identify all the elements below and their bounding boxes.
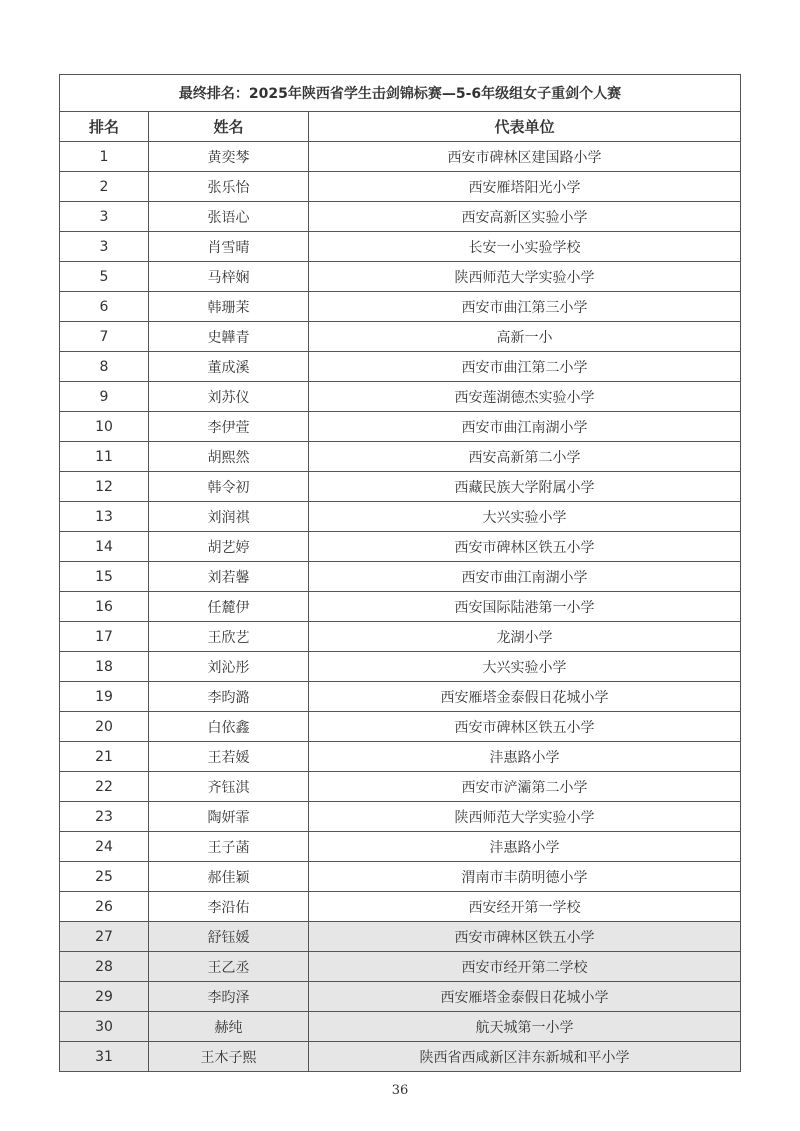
rank-cell: 28 [60, 952, 149, 982]
table-row [60, 472, 741, 502]
name-cell: 黄奕棽 [149, 142, 309, 172]
unit-cell: 西安市碑林区建国路小学 [309, 142, 741, 172]
name-cell: 陶妍霏 [149, 802, 309, 832]
rank-cell: 23 [60, 802, 149, 832]
name-cell: 刘若馨 [149, 562, 309, 592]
table-row [60, 502, 741, 532]
results-table [59, 74, 741, 1072]
name-cell: 王欣艺 [149, 622, 309, 652]
name-cell: 张乐怡 [149, 172, 309, 202]
name-cell: 胡艺婷 [149, 532, 309, 562]
rank-cell: 8 [60, 352, 149, 382]
table-row [60, 202, 741, 232]
unit-cell: 西安莲湖德杰实验小学 [309, 382, 741, 412]
name-cell: 王若媛 [149, 742, 309, 772]
table-row [60, 232, 741, 262]
unit-cell: 西安高新区实验小学 [309, 202, 741, 232]
rank-cell: 7 [60, 322, 149, 352]
name-cell: 胡熙然 [149, 442, 309, 472]
name-cell: 李昀潞 [149, 682, 309, 712]
name-cell: 张语心 [149, 202, 309, 232]
name-cell: 刘润祺 [149, 502, 309, 532]
unit-cell: 西安市曲江第二小学 [309, 352, 741, 382]
table-row [60, 832, 741, 862]
unit-cell: 西安市碑林区铁五小学 [309, 922, 741, 952]
table-row [60, 652, 741, 682]
rank-cell: 18 [60, 652, 149, 682]
header-rank: 排名 [60, 112, 149, 142]
unit-cell: 陕西省西咸新区沣东新城和平小学 [309, 1042, 741, 1072]
name-cell: 白依鑫 [149, 712, 309, 742]
unit-cell: 西安雁塔阳光小学 [309, 172, 741, 202]
rank-cell: 1 [60, 142, 149, 172]
name-cell: 王木子熙 [149, 1042, 309, 1072]
unit-cell: 西安高新第二小学 [309, 442, 741, 472]
table-row [60, 622, 741, 652]
rank-cell: 31 [60, 1042, 149, 1072]
unit-cell: 高新一小 [309, 322, 741, 352]
rank-cell: 17 [60, 622, 149, 652]
unit-cell: 西安国际陆港第一小学 [309, 592, 741, 622]
name-cell: 马梓娴 [149, 262, 309, 292]
unit-cell: 西安市碑林区铁五小学 [309, 712, 741, 742]
header-row [60, 112, 741, 142]
unit-cell: 航天城第一小学 [309, 1012, 741, 1042]
rank-cell: 2 [60, 172, 149, 202]
page-number: 36 [391, 1083, 409, 1098]
unit-cell: 西安雁塔金泰假日花城小学 [309, 982, 741, 1012]
name-cell: 齐钰淇 [149, 772, 309, 802]
table-row [60, 712, 741, 742]
unit-cell: 西安市曲江第三小学 [309, 292, 741, 322]
unit-cell: 陕西师范大学实验小学 [309, 262, 741, 292]
table-row [60, 322, 741, 352]
table-row [60, 532, 741, 562]
rank-cell: 16 [60, 592, 149, 622]
name-cell: 韩令初 [149, 472, 309, 502]
table-row [60, 382, 741, 412]
unit-cell: 西安市浐灞第二小学 [309, 772, 741, 802]
unit-cell: 西藏民族大学附属小学 [309, 472, 741, 502]
table-row [60, 802, 741, 832]
rank-cell: 11 [60, 442, 149, 472]
unit-cell: 渭南市丰荫明德小学 [309, 862, 741, 892]
header-unit: 代表单位 [309, 112, 741, 142]
table-row [60, 922, 741, 952]
name-cell: 赫纯 [149, 1012, 309, 1042]
table-row [60, 862, 741, 892]
table-row [60, 742, 741, 772]
table-row [60, 682, 741, 712]
rank-cell: 22 [60, 772, 149, 802]
name-cell: 史韡青 [149, 322, 309, 352]
table-row [60, 262, 741, 292]
rank-cell: 29 [60, 982, 149, 1012]
name-cell: 刘沁彤 [149, 652, 309, 682]
rank-cell: 3 [60, 202, 149, 232]
rank-cell: 26 [60, 892, 149, 922]
header-name: 姓名 [149, 112, 309, 142]
table-row [60, 1042, 741, 1072]
unit-cell: 沣惠路小学 [309, 832, 741, 862]
unit-cell: 西安市曲江南湖小学 [309, 562, 741, 592]
unit-cell: 西安经开第一学校 [309, 892, 741, 922]
name-cell: 董成溪 [149, 352, 309, 382]
table-row [60, 292, 741, 322]
unit-cell: 西安市曲江南湖小学 [309, 412, 741, 442]
unit-cell: 西安市经开第二学校 [309, 952, 741, 982]
name-cell: 肖雪晴 [149, 232, 309, 262]
rank-cell: 9 [60, 382, 149, 412]
name-cell: 王乙丞 [149, 952, 309, 982]
name-cell: 李沿佑 [149, 892, 309, 922]
name-cell: 韩珊茉 [149, 292, 309, 322]
unit-cell: 西安雁塔金泰假日花城小学 [309, 682, 741, 712]
name-cell: 李伊萱 [149, 412, 309, 442]
table-title: 最终排名：2025年陕西省学生击剑锦标赛—5-6年级组女子重剑个人赛 [60, 75, 741, 112]
rank-cell: 12 [60, 472, 149, 502]
rank-cell: 5 [60, 262, 149, 292]
unit-cell: 大兴实验小学 [309, 652, 741, 682]
name-cell: 刘苏仪 [149, 382, 309, 412]
table-row [60, 562, 741, 592]
name-cell: 郝佳颖 [149, 862, 309, 892]
table-row [60, 412, 741, 442]
rank-cell: 6 [60, 292, 149, 322]
rank-cell: 30 [60, 1012, 149, 1042]
name-cell: 李昀泽 [149, 982, 309, 1012]
rank-cell: 21 [60, 742, 149, 772]
rank-cell: 13 [60, 502, 149, 532]
unit-cell: 长安一小实验学校 [309, 232, 741, 262]
table-row [60, 982, 741, 1012]
rank-cell: 10 [60, 412, 149, 442]
title-row [60, 75, 741, 112]
table-row [60, 1012, 741, 1042]
rank-cell: 25 [60, 862, 149, 892]
name-cell: 王子菡 [149, 832, 309, 862]
table-row [60, 952, 741, 982]
rank-cell: 24 [60, 832, 149, 862]
unit-cell: 大兴实验小学 [309, 502, 741, 532]
unit-cell: 沣惠路小学 [309, 742, 741, 772]
table-row [60, 172, 741, 202]
table-row [60, 772, 741, 802]
unit-cell: 陕西师范大学实验小学 [309, 802, 741, 832]
unit-cell: 龙湖小学 [309, 622, 741, 652]
name-cell: 舒钰媛 [149, 922, 309, 952]
rank-cell: 20 [60, 712, 149, 742]
rank-cell: 3 [60, 232, 149, 262]
rank-cell: 15 [60, 562, 149, 592]
table-row [60, 352, 741, 382]
table-row [60, 442, 741, 472]
rank-cell: 27 [60, 922, 149, 952]
rank-cell: 19 [60, 682, 149, 712]
unit-cell: 西安市碑林区铁五小学 [309, 532, 741, 562]
table-row [60, 142, 741, 172]
table-row [60, 892, 741, 922]
table-row [60, 592, 741, 622]
name-cell: 任麓伊 [149, 592, 309, 622]
rank-cell: 14 [60, 532, 149, 562]
results-body [60, 142, 741, 1072]
